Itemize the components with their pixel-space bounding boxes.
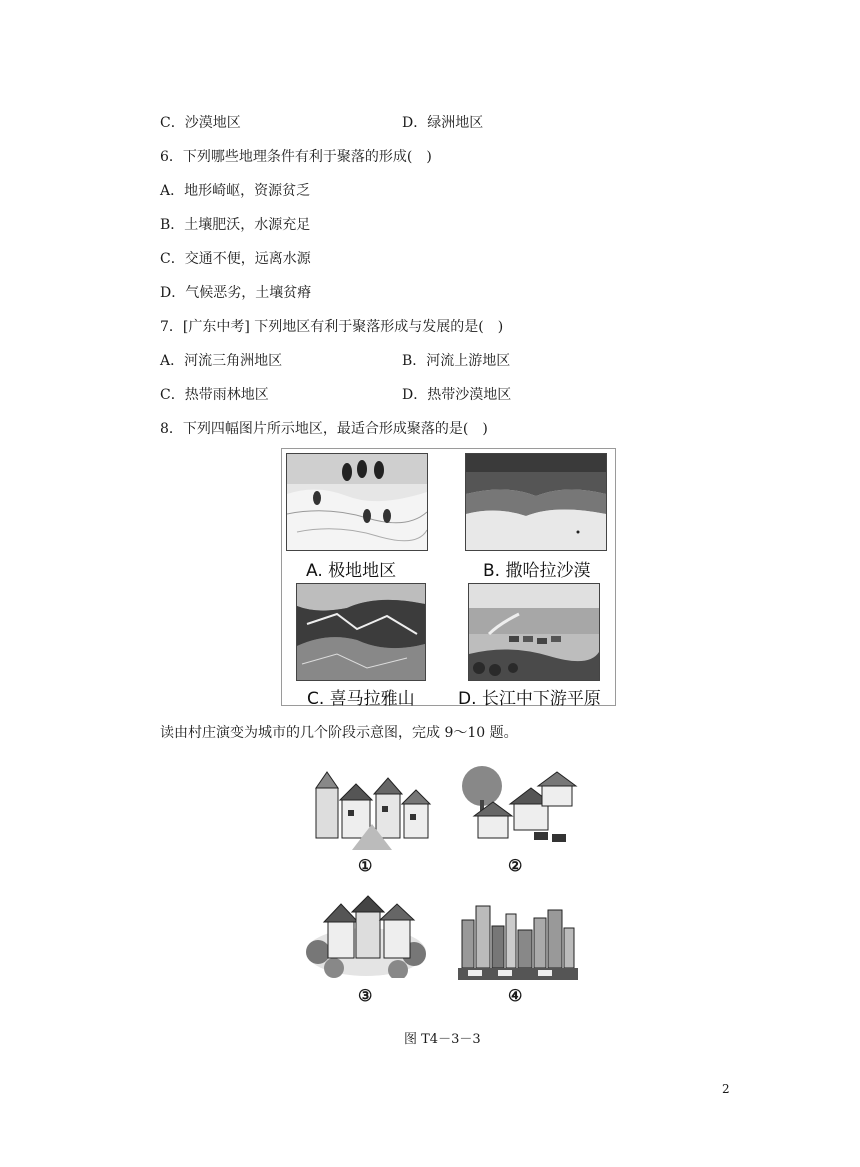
page-number: 2 [722,1082,730,1096]
caption-sahara: B. 撒哈拉沙漠 [483,561,591,581]
q6-option-c: C．交通不便，远离水源 [160,251,311,267]
himalaya-photo [296,583,426,681]
q7-option-b: B．河流上游地区 [402,353,511,369]
yangtze-plain-photo [468,583,600,681]
caption-himalaya: C. 喜马拉雅山 [307,689,415,709]
stage-1-illustration [312,764,432,850]
stage-3-illustration [304,892,428,978]
q7-stem: 7．[广东中考] 下列地区有利于聚落形成与发展的是( ) [160,319,504,335]
caption-yangtze: D. 长江中下游平原 [458,689,601,709]
q7-option-c: C．热带雨林地区 [160,387,269,403]
stage-3-label: ③ [358,986,373,1005]
stage-1-label: ① [358,856,373,875]
intro-9-10: 读由村庄演变为城市的几个阶段示意图，完成 9～10 题。 [160,725,518,741]
q6-option-d: D．气候恶劣，土壤贫瘠 [160,285,312,301]
stage-4-illustration [458,900,578,980]
caption-polar: A. 极地地区 [306,561,397,581]
sahara-desert-photo [465,453,607,551]
q5-option-d: D．绿洲地区 [402,115,484,131]
q5-option-c: C．沙漠地区 [160,115,241,131]
q6-option-b: B．土壤肥沃，水源充足 [160,217,311,233]
polar-region-photo [286,453,428,551]
q7-option-a: A．河流三角洲地区 [160,353,283,369]
q8-stem: 8．下列四幅图片所示地区，最适合形成聚落的是( ) [160,421,488,437]
figure-caption: 图 T4－3－3 [404,1032,481,1047]
q6-stem: 6．下列哪些地理条件有利于聚落的形成( ) [160,149,432,165]
q6-option-a: A．地形崎岖，资源贫乏 [160,183,311,199]
stage-2-illustration [458,764,578,850]
q7-option-d: D．热带沙漠地区 [402,387,512,403]
stage-4-label: ④ [508,986,523,1005]
stage-2-label: ② [508,856,523,875]
